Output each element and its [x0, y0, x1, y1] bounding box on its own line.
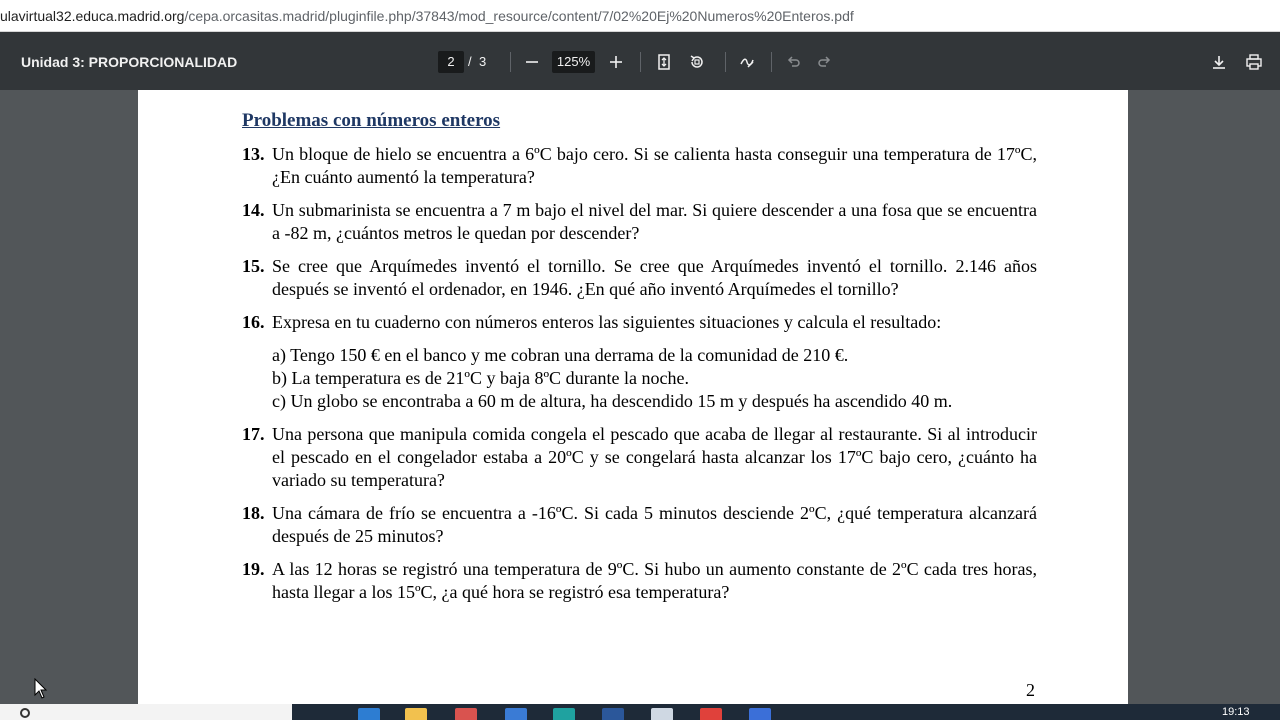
- sub-item: a) Tengo 150 € en el banco y me cobran una derrama de la comunidad de 210 €.: [272, 345, 849, 365]
- taskbar-app[interactable]: [553, 708, 575, 720]
- problem-item: [242, 502, 1037, 548]
- problem-item: [242, 423, 1037, 492]
- sub-item: c) Un globo se encontraba a 60 m de altura, ha descendido 15 m y después ha ascendido 40 m.: [272, 391, 953, 411]
- taskbar-app[interactable]: [602, 708, 624, 720]
- sub-item-list: [272, 344, 1042, 413]
- minus-icon: [523, 53, 541, 71]
- download-button[interactable]: [1206, 49, 1232, 75]
- undo-button[interactable]: [780, 49, 806, 75]
- problem-text: Un submarinista se encuentra a 7 m bajo el nivel del mar. Si quiere descender a una fosa que se encuentra a -82 m, ¿cuántos metros le quedan por descender?: [272, 200, 1037, 243]
- page-total: 3: [479, 54, 487, 69]
- taskbar-clock: 19:13: [1222, 706, 1250, 718]
- problem-number: 13.: [242, 144, 265, 164]
- page-number: 2: [1026, 680, 1035, 700]
- pdf-page: [138, 90, 1128, 704]
- taskbar-app[interactable]: [455, 708, 477, 720]
- taskbar-app[interactable]: [405, 708, 427, 720]
- rotate-icon: [688, 53, 706, 71]
- zoom-out-button[interactable]: [519, 49, 545, 75]
- zoom-in-button[interactable]: [603, 49, 629, 75]
- taskbar-app[interactable]: [358, 708, 380, 720]
- url-text[interactable]: [0, 8, 854, 24]
- section-heading: Problemas con números enteros: [242, 110, 501, 131]
- download-icon: [1210, 53, 1228, 71]
- url-host: ulavirtual32.educa.madrid.org: [0, 8, 185, 24]
- toolbar-divider: [510, 52, 511, 72]
- url-path: /cepa.orcasitas.madrid/pluginfile.php/37843/mod_resource/content/7/02%20Ej%20Numeros%20Enteros.pdf: [184, 8, 854, 24]
- print-icon: [1245, 53, 1263, 71]
- problem-number: 17.: [242, 424, 265, 444]
- undo-icon: [784, 53, 802, 71]
- page-separator: /: [468, 54, 472, 69]
- toolbar-divider: [640, 52, 641, 72]
- print-button[interactable]: [1241, 49, 1267, 75]
- pdf-toolbar: [0, 32, 1280, 90]
- problem-number: 18.: [242, 503, 265, 523]
- taskbar-app[interactable]: [700, 708, 722, 720]
- taskbar-app[interactable]: [505, 708, 527, 720]
- draw-icon: [738, 53, 756, 71]
- toolbar-divider: [771, 52, 772, 72]
- redo-button[interactable]: [812, 49, 838, 75]
- problem-item: [242, 199, 1037, 245]
- page-number-input[interactable]: 2: [438, 51, 464, 73]
- fit-page-button[interactable]: [651, 49, 677, 75]
- mouse-cursor-icon: [34, 678, 48, 700]
- problem-number: 16.: [242, 312, 265, 332]
- redo-icon: [816, 53, 834, 71]
- draw-button[interactable]: [734, 49, 760, 75]
- problem-item: [242, 558, 1037, 604]
- problem-text: Un bloque de hielo se encuentra a 6ºC bajo cero. Si se calienta hasta conseguir una temperatura de 17ºC, ¿En cuánto aumentó la temperatura?: [272, 144, 1037, 187]
- problem-item: [242, 143, 1037, 189]
- plus-icon: [607, 53, 625, 71]
- problem-item: [242, 255, 1037, 301]
- problem-item: [242, 311, 1037, 334]
- problem-number: 19.: [242, 559, 265, 579]
- problem-number: 15.: [242, 256, 265, 276]
- search-icon: [20, 708, 30, 718]
- taskbar-app[interactable]: [749, 708, 771, 720]
- problem-text: Una cámara de frío se encuentra a -16ºC. Si cada 5 minutos desciende 2ºC, ¿qué temperatura alcanzará después de 25 minutos?: [272, 503, 1037, 546]
- sub-item: b) La temperatura es de 21ºC y baja 8ºC durante la noche.: [272, 368, 690, 388]
- problem-number: 14.: [242, 200, 265, 220]
- problem-text: Una persona que manipula comida congela el pescado que acaba de llegar al restaurante. Si al introducir el pescado en el congelador estaba a 20ºC y se congelará hasta alcanzar los 17ºC bajo cero, ¿cuánto ha variado su temperatura?: [272, 424, 1037, 490]
- problem-text: A las 12 horas se registró una temperatura de 9ºC. Si hubo un aumento constante de 2ºC cada tres horas, hasta llegar a los 15ºC, ¿a qué hora se registró esa temperatura?: [272, 559, 1037, 602]
- document-title: Unidad 3: PROPORCIONALIDAD: [21, 54, 238, 70]
- zoom-input[interactable]: 125%: [552, 51, 595, 73]
- fit-page-icon: [655, 53, 673, 71]
- pdf-viewer[interactable]: [0, 90, 1280, 704]
- problem-text: Expresa en tu cuaderno con números enteros las siguientes situaciones y calcula el resultado:: [272, 312, 942, 332]
- problem-text: Se cree que Arquímedes inventó el tornillo. Se cree que Arquímedes inventó el tornillo. 2.146 años después se inventó el ordenador, en 1946. ¿En qué año inventó Arquímedes el tornillo?: [272, 256, 1037, 299]
- address-bar[interactable]: [0, 0, 1280, 32]
- taskbar-app[interactable]: [651, 708, 673, 720]
- toolbar-divider: [725, 52, 726, 72]
- taskbar-search[interactable]: [0, 704, 292, 720]
- rotate-button[interactable]: [684, 49, 710, 75]
